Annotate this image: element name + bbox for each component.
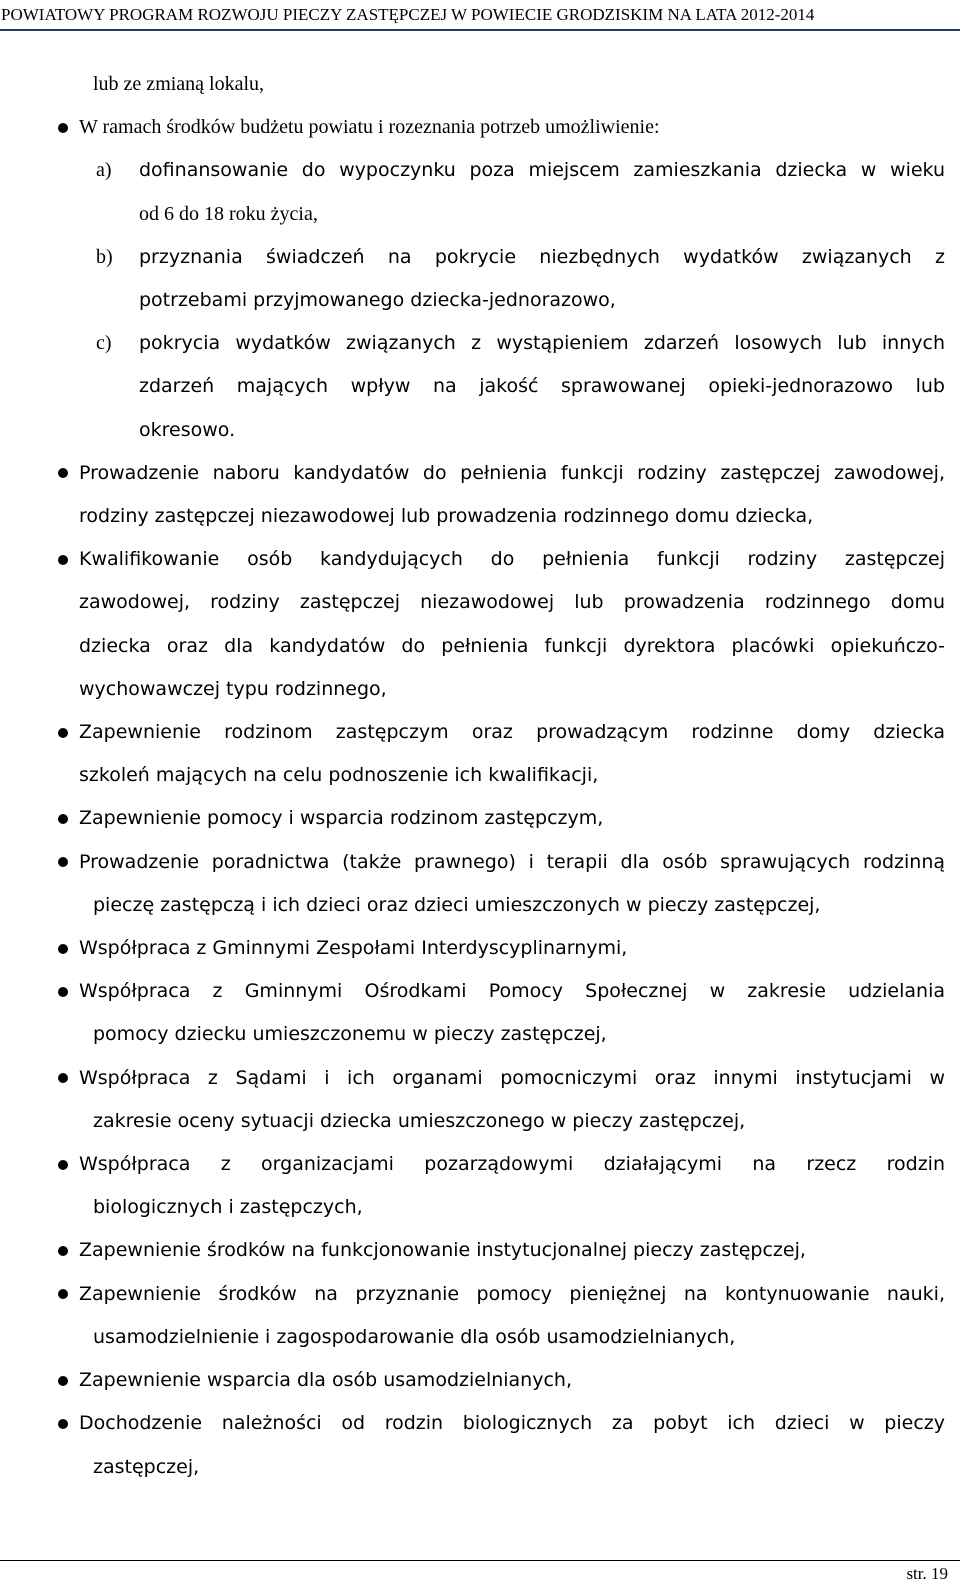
item-text: dofinansowanie do wypoczynku poza miejscem zamieszkania dziecka w wieku bbox=[139, 159, 945, 182]
continuation-line: lub ze zmianą lokalu, bbox=[93, 73, 265, 95]
item-text: Współpraca z organizacjami pozarządowymi działającymi na rzecz rodzin bbox=[79, 1153, 945, 1176]
bullet-icon bbox=[56, 1402, 70, 1445]
bullet-icon bbox=[56, 927, 70, 970]
list-item bbox=[0, 1229, 960, 1272]
item-text: pieczę zastępczą i ich dzieci oraz dzieci umieszczonych w pieczy zastępczej, bbox=[93, 893, 821, 916]
list-item bbox=[0, 1057, 960, 1143]
item-text: Zapewnienie środków na funkcjonowanie instytucjonalnej pieczy zastępczej, bbox=[79, 1239, 806, 1262]
item-text: Prowadzenie naboru kandydatów do pełnienia funkcji rodziny zastępczej zawodowej, bbox=[79, 461, 945, 484]
bullet-icon bbox=[56, 711, 70, 754]
item-text: W ramach środków budżetu powiatu i rozeznania potrzeb umożliwienie: bbox=[79, 116, 660, 139]
item-text: dziecka oraz dla kandydatów do pełnienia funkcji dyrektora placówki opiekuńczo- bbox=[79, 634, 945, 657]
item-text: pokrycia wydatków związanych z wystąpieniem zdarzeń losowych lub innych bbox=[139, 332, 945, 355]
bullet-icon bbox=[56, 970, 70, 1013]
sub-marker: c) bbox=[96, 332, 112, 355]
bullet-icon bbox=[56, 1359, 70, 1402]
item-text: Współpraca z Gminnymi Zespołami Interdyscyplinarnymi, bbox=[79, 937, 628, 960]
item-text: Prowadzenie poradnictwa (także prawnego) i terapii dla osób sprawujących rodzinną bbox=[79, 850, 945, 873]
sub-item-c bbox=[0, 322, 960, 452]
list-item bbox=[0, 1359, 960, 1402]
item-text: Kwalifikowanie osób kandydujących do pełnienia funkcji rodziny zastępczej bbox=[79, 548, 945, 571]
item-text: potrzebami przyjmowanego dziecka-jednorazowo, bbox=[139, 289, 616, 312]
list-item bbox=[0, 452, 960, 538]
item-text: zakresie oceny sytuacji dziecka umieszczonego w pieczy zastępczej, bbox=[93, 1109, 746, 1132]
bullet-icon bbox=[56, 1057, 70, 1100]
item-text: Współpraca z Gminnymi Ośrodkami Pomocy Społecznej w zakresie udzielania bbox=[79, 980, 945, 1003]
list-item bbox=[0, 106, 960, 149]
bullet-icon bbox=[56, 538, 70, 581]
list-item bbox=[0, 1143, 960, 1229]
item-text: szkoleń mających na celu podnoszenie ich kwalifikacji, bbox=[79, 764, 599, 787]
header-title: POWIATOWY PROGRAM ROZWOJU PIECZY ZASTĘPCZEJ W POWIECIE GRODZISKIM NA LATA 2012-2014 bbox=[1, 5, 815, 24]
list-item bbox=[0, 538, 960, 711]
item-text: przyznania świadczeń na pokrycie niezbędnych wydatków związanych z bbox=[139, 245, 945, 268]
bullet-icon bbox=[56, 452, 70, 495]
item-text: zawodowej, rodziny zastępczej niezawodowej lub prowadzenia rodzinnego domu bbox=[79, 591, 945, 614]
list-item bbox=[0, 1273, 960, 1359]
document-body bbox=[0, 63, 960, 1489]
item-text: Zapewnienie środków na przyznanie pomocy pieniężnej na kontynuowanie nauki, bbox=[79, 1282, 945, 1305]
item-text: Zapewnienie wsparcia dla osób usamodzielnianych, bbox=[79, 1369, 572, 1392]
bullet-icon bbox=[56, 106, 70, 149]
item-text: Współpraca z Sądami i ich organami pomocniczymi oraz innymi instytucjami w bbox=[79, 1066, 945, 1089]
page-footer bbox=[0, 1560, 960, 1585]
list-item bbox=[0, 927, 960, 970]
bullet-icon bbox=[56, 797, 70, 840]
bullet-icon bbox=[56, 841, 70, 884]
sub-item-b bbox=[0, 236, 960, 322]
sub-item-a bbox=[0, 149, 960, 235]
list-item bbox=[0, 711, 960, 797]
list-item bbox=[0, 841, 960, 927]
bullet-icon bbox=[56, 1143, 70, 1186]
bullet-icon bbox=[56, 1273, 70, 1316]
item-text: usamodzielnienie i zagospodarowanie dla osób usamodzielnianych, bbox=[93, 1325, 736, 1348]
item-text: zastępczej, bbox=[93, 1455, 200, 1478]
page-number: str. 19 bbox=[906, 1564, 948, 1583]
item-text: zdarzeń mających wpływ na jakość sprawowanej opieki-jednorazowo lub bbox=[139, 375, 945, 398]
item-text: rodziny zastępczej niezawodowej lub prowadzenia rodzinnego domu dziecka, bbox=[79, 505, 814, 528]
item-text: Zapewnienie rodzinom zastępczym oraz prowadzącym rodzinne domy dziecka bbox=[79, 721, 945, 744]
item-text: wychowawczej typu rodzinnego, bbox=[79, 677, 387, 700]
bullet-icon bbox=[56, 1229, 70, 1272]
item-text: od 6 do 18 roku życia, bbox=[139, 202, 318, 225]
list-item bbox=[0, 1402, 960, 1488]
item-text: okresowo. bbox=[139, 418, 236, 441]
item-text: pomocy dziecku umieszczonemu w pieczy zastępczej, bbox=[93, 1023, 607, 1046]
sub-marker: a) bbox=[96, 159, 112, 182]
page-header bbox=[0, 0, 960, 31]
list-item bbox=[0, 797, 960, 840]
list-item bbox=[0, 970, 960, 1056]
item-text: biologicznych i zastępczych, bbox=[93, 1196, 363, 1219]
item-text: Dochodzenie należności od rodzin biologicznych za pobyt ich dzieci w pieczy bbox=[79, 1412, 945, 1435]
sub-marker: b) bbox=[96, 245, 113, 268]
item-text: Zapewnienie pomocy i wsparcia rodzinom zastępczym, bbox=[79, 807, 604, 830]
